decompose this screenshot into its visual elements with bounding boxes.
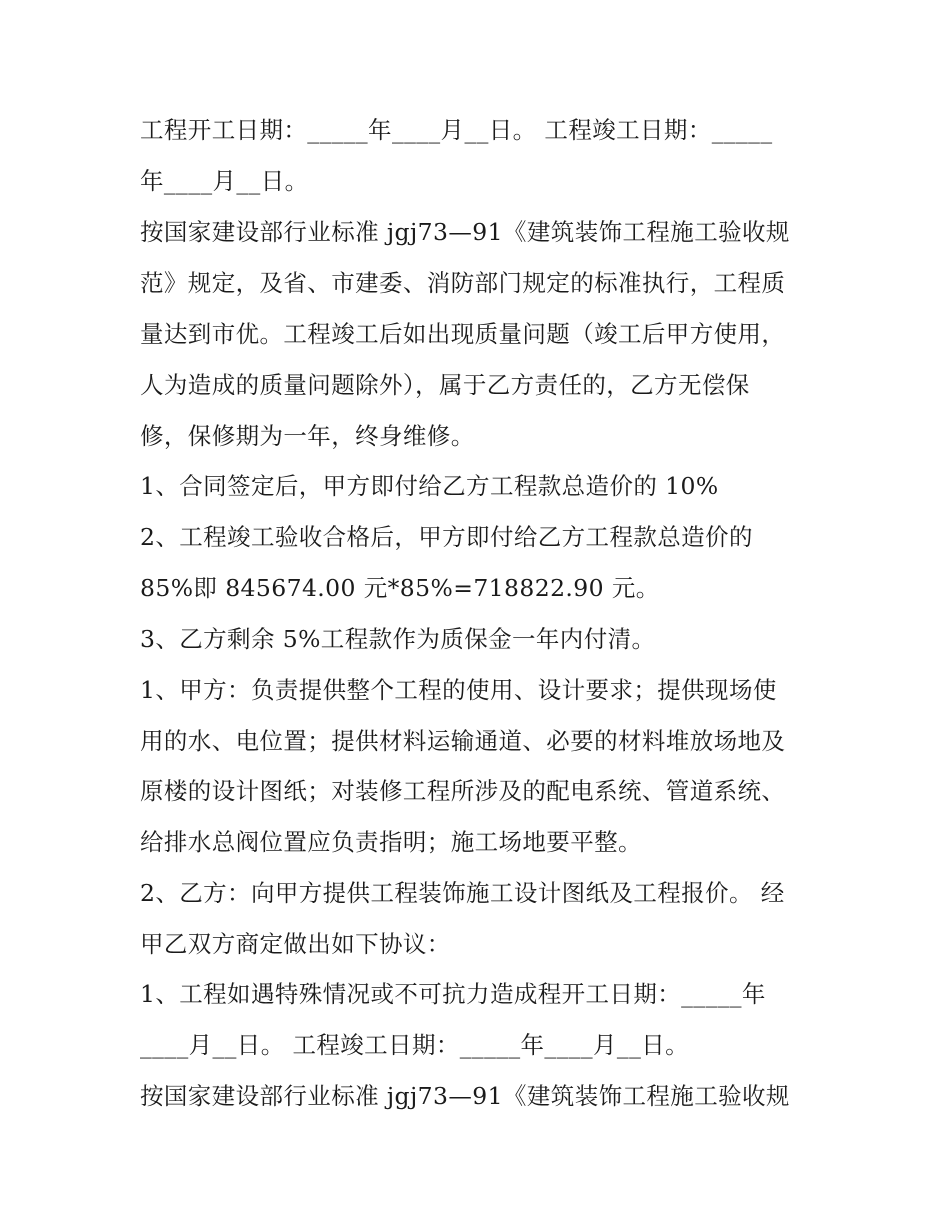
text-line: 1、合同签定后，甲方即付给乙方工程款总造价的 10% <box>140 472 719 500</box>
text-line: 2、乙方：向甲方提供工程装饰施工设计图纸及工程报价。 经 <box>140 879 785 907</box>
text-line: 2、工程竣工验收合格后，甲方即付给乙方工程款总造价的 <box>140 523 753 551</box>
text-line: 修，保修期为一年，终身维修。 <box>140 422 475 450</box>
text-line: 工程开工日期：_____年____月__日。 工程竣工日期：_____ <box>140 116 773 144</box>
text-line: 按国家建设部行业标准 jgj73—91《建筑装饰工程施工验收规 <box>140 218 790 246</box>
text-line: 给排水总阀位置应负责指明；施工场地要平整。 <box>140 828 642 856</box>
text-line: 范》规定，及省、市建委、消防部门规定的标准执行，工程质 <box>140 269 786 297</box>
text-line: 甲乙双方商定做出如下协议： <box>140 930 451 958</box>
text-line: 量达到市优。工程竣工后如出现质量问题（竣工后甲方使用， <box>140 320 786 348</box>
text-line: 1、甲方：负责提供整个工程的使用、设计要求；提供现场使 <box>140 676 777 704</box>
text-line: 3、乙方剩余 5%工程款作为质保金一年内付清。 <box>140 625 656 653</box>
text-line: 原楼的设计图纸；对装修工程所涉及的配电系统、管道系统、 <box>140 777 786 805</box>
text-line: ____月__日。 工程竣工日期：_____年____月__日。 <box>140 1031 690 1059</box>
text-line: 85%即 845674.00 元*85%=718822.90 元。 <box>140 574 660 602</box>
text-line: 按国家建设部行业标准 jgj73—91《建筑装饰工程施工验收规 <box>140 1082 790 1110</box>
text-line: 年____月__日。 <box>140 167 309 195</box>
text-line: 人为造成的质量问题除外），属于乙方责任的，乙方无偿保 <box>140 371 750 399</box>
text-line: 用的水、电位置；提供材料运输通道、必要的材料堆放场地及 <box>140 727 786 755</box>
text-line: 1、工程如遇特殊情况或不可抗力造成程开工日期：_____年 <box>140 980 766 1008</box>
